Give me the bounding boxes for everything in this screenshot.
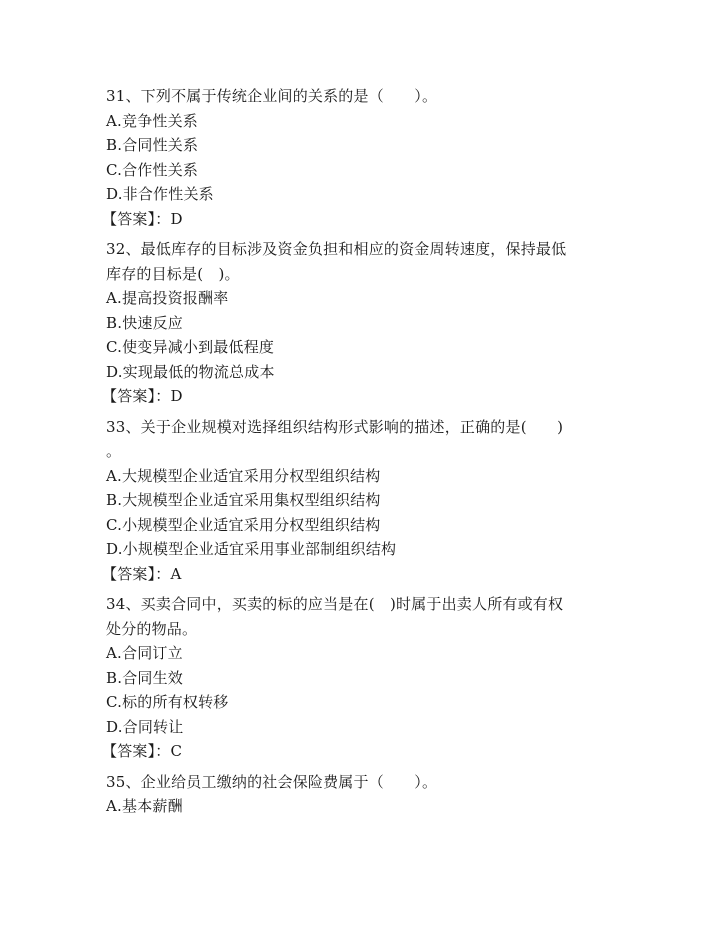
answer-value: D <box>170 387 183 405</box>
answer-line <box>102 562 606 587</box>
answer-value: C <box>170 742 183 760</box>
answer-value: D <box>170 209 183 228</box>
option-b: B.大规模型企业适宜采用集权型组织结构 <box>106 491 381 509</box>
option-c: C.小规模型企业适宜采用分权型组织结构 <box>106 515 381 534</box>
answer-label: 【答案】： <box>102 564 171 583</box>
option-a: A.大规模型企业适宜采用分权型组织结构 <box>106 466 381 485</box>
answer-line <box>102 739 606 764</box>
option-d: D.合同转让 <box>106 717 184 736</box>
question-stem: 32、最低库存的目标涉及资金负担和相应的资金周转速度，保持最低 <box>106 240 567 258</box>
question-stem: 33、关于企业规模对选择组织结构形式影响的描述，正确的是( ) <box>106 417 564 436</box>
answer-line <box>102 384 606 409</box>
option-c: C.标的所有权转移 <box>106 693 229 711</box>
question-stem-continued: 库存的目标是( )。 <box>106 264 240 283</box>
question-31 <box>102 84 606 231</box>
option-a: A.提高投资报酬率 <box>106 289 229 307</box>
option-a: A.合同订立 <box>106 644 183 662</box>
option-d: D.小规模型企业适宜采用事业部制组织结构 <box>106 540 397 558</box>
answer-label: 【答案】： <box>102 209 171 228</box>
option-b: B.快速反应 <box>106 313 183 332</box>
question-35 <box>106 770 606 819</box>
option-a: A.竞争性关系 <box>106 111 199 130</box>
answer-label: 【答案】： <box>102 387 171 405</box>
question-stem-continued: 。 <box>106 442 122 460</box>
question-stem: 35、企业给员工缴纳的社会保险费属于（ ）。 <box>106 772 438 791</box>
option-b: B.合同生效 <box>106 668 183 687</box>
answer-value: A <box>170 564 182 583</box>
question-32 <box>102 237 606 409</box>
question-stem: 31、下列不属于传统企业间的关系的是（ ）。 <box>106 87 438 105</box>
option-b: B.合同性关系 <box>106 136 199 154</box>
option-d: D.非合作性关系 <box>106 185 214 203</box>
option-d: D.实现最低的物流总成本 <box>106 362 275 381</box>
answer-line <box>102 207 606 232</box>
question-34 <box>102 592 606 764</box>
question-stem-continued: 处分的物品。 <box>106 619 198 638</box>
question-list <box>102 84 606 819</box>
option-c: C.使变异减小到最低程度 <box>106 338 275 356</box>
answer-label: 【答案】： <box>102 742 171 760</box>
option-c: C.合作性关系 <box>106 160 199 179</box>
question-stem: 34、买卖合同中，买卖的标的应当是在( )时属于出卖人所有或有权 <box>106 595 564 613</box>
question-33 <box>102 415 606 587</box>
option-a: A.基本薪酬 <box>106 797 183 815</box>
